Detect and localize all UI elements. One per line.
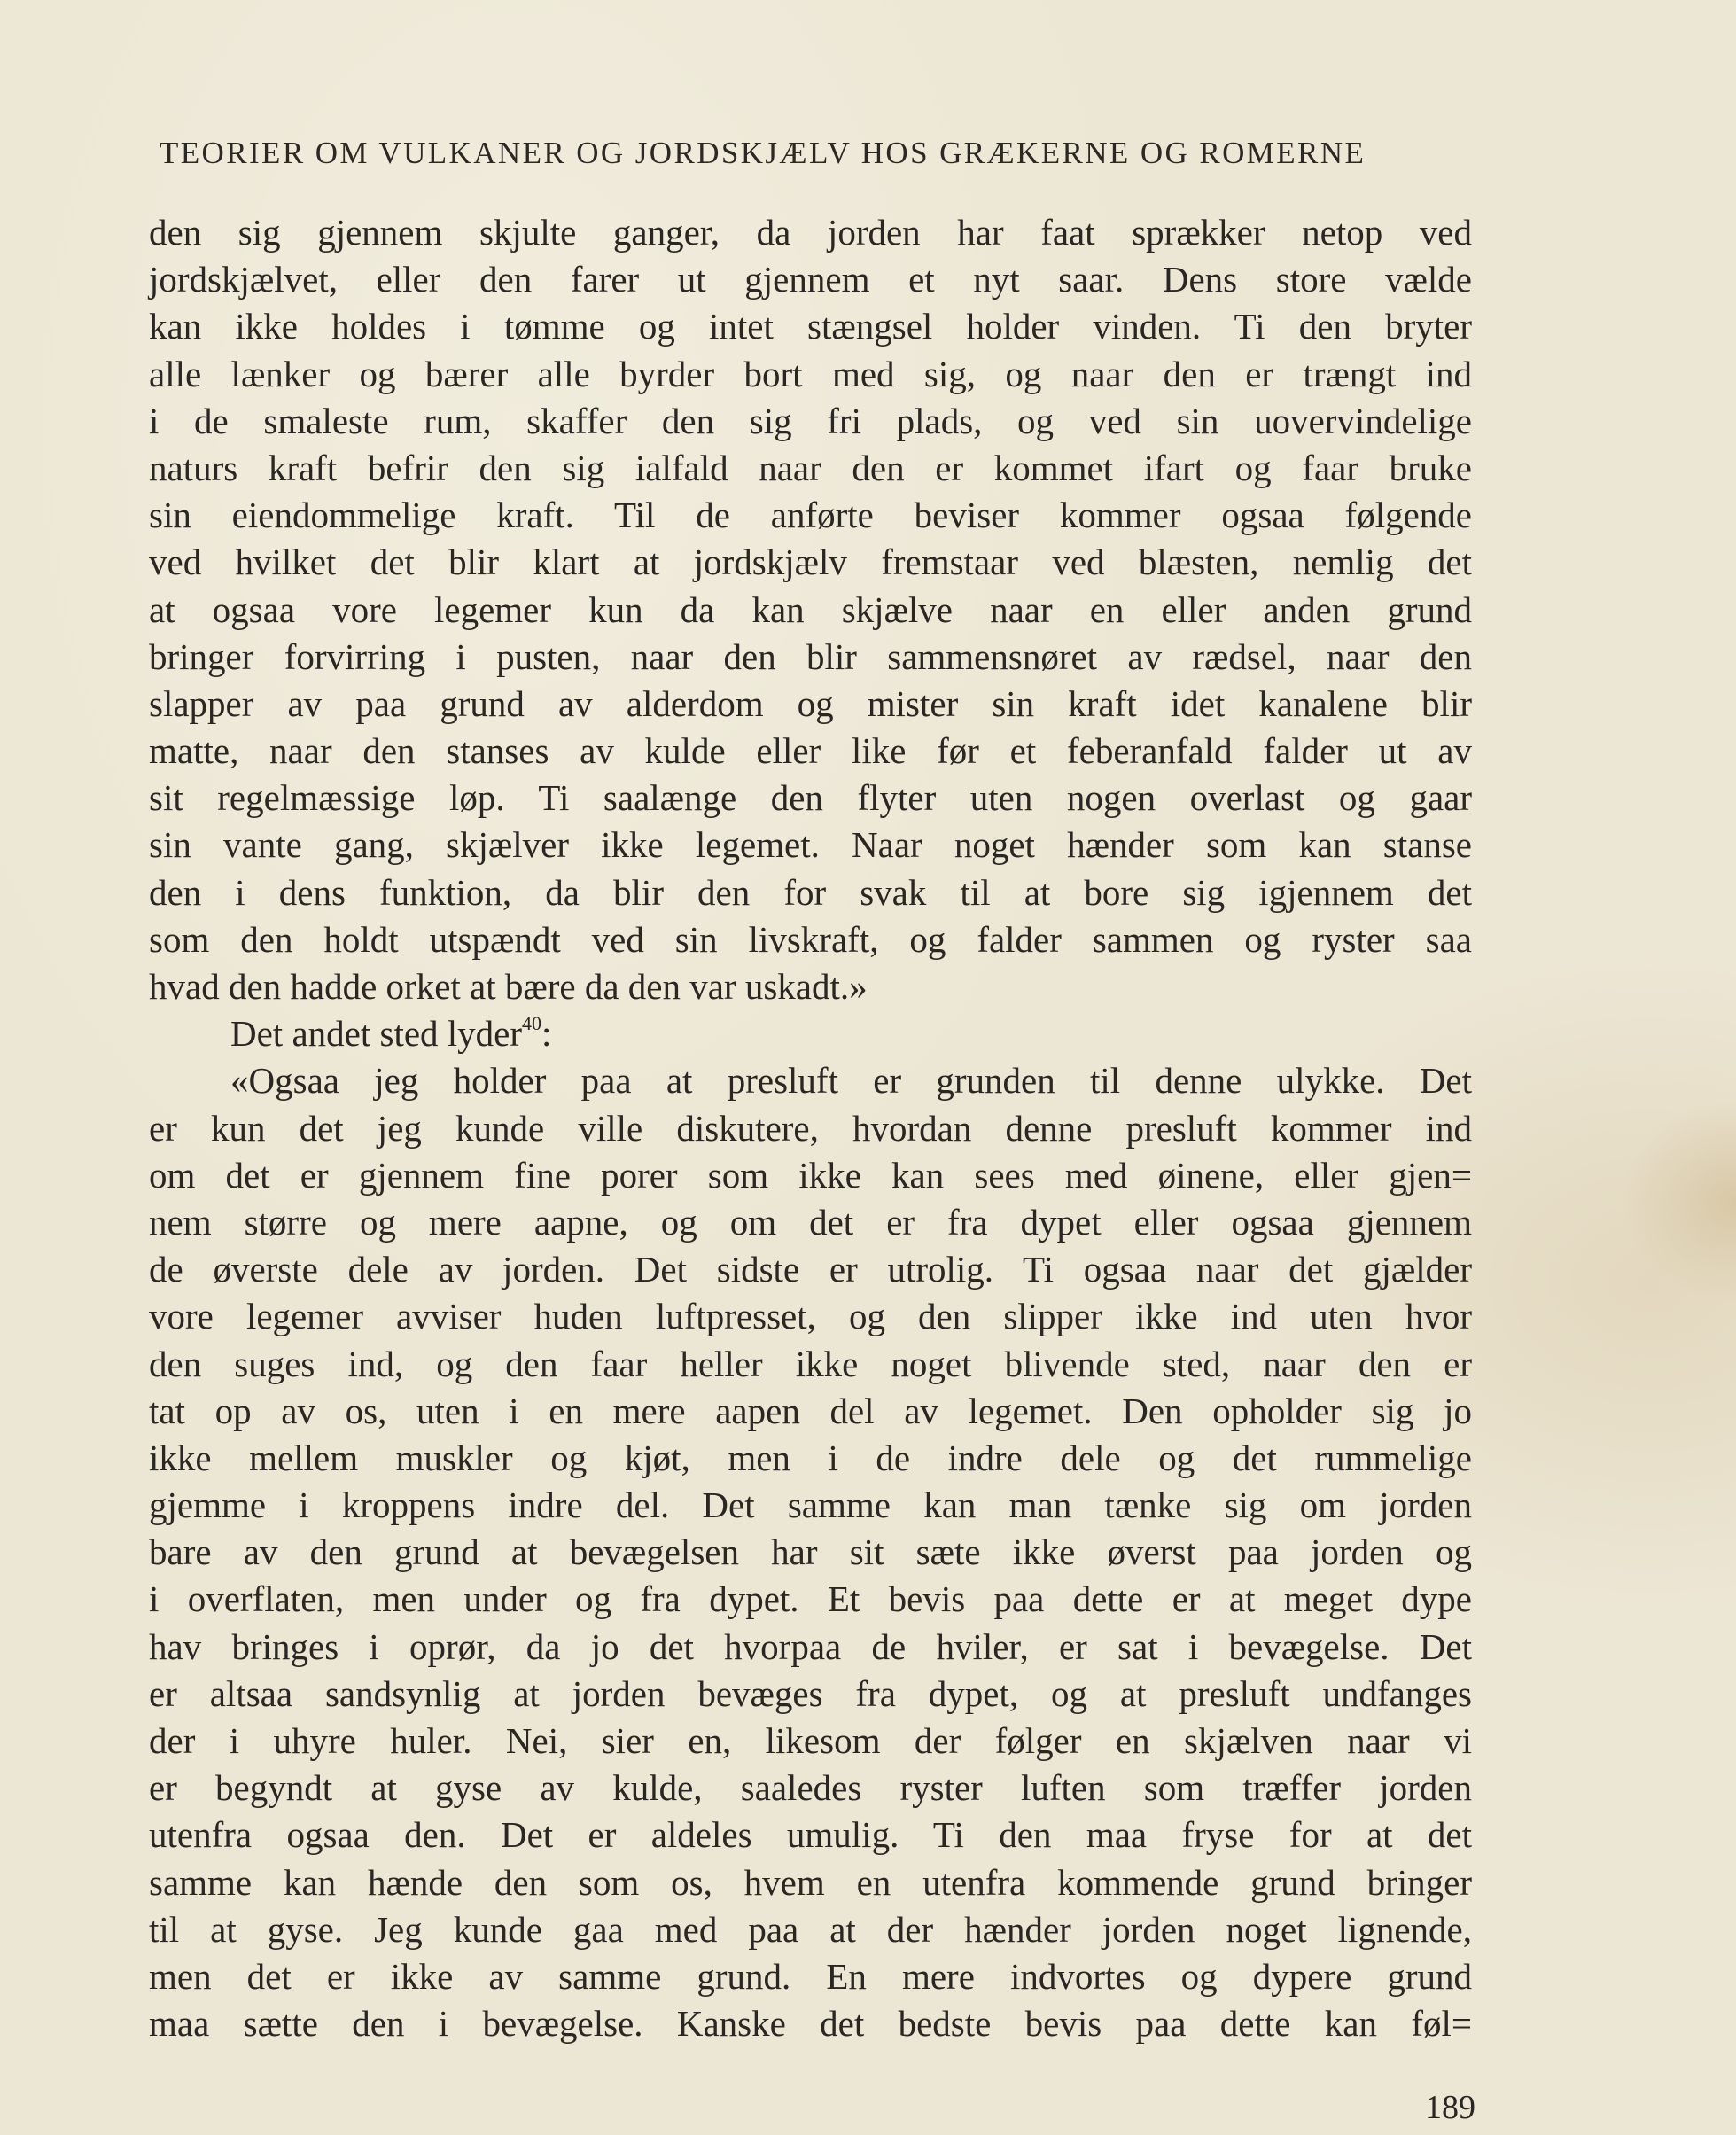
intro-colon: :	[541, 1013, 552, 1055]
text-line: bringer forvirring i pusten, naar den blir sammensnøret av rædsel, naar den	[149, 635, 1472, 677]
text-line: til at gyse. Jeg kunde gaa med paa at der hænder jorden noget lignende,	[149, 1908, 1472, 1950]
text-line: den suges ind, og den faar heller ikke noget blivende sted, naar den er	[149, 1343, 1472, 1384]
text-line: om det er gjennem fine porer som ikke kan sees med øinene, eller gjen=	[149, 1154, 1472, 1196]
text-line: sin vante gang, skjælver ikke legemet. Naar noget hænder som kan stanse	[149, 824, 1472, 866]
text-line: «Ogsaa jeg holder paa at presluft er grunden til denne ulykke. Det	[230, 1060, 1472, 1102]
text-line: de øverste dele av jorden. Det sidste er utrolig. Ti ogsaa naar det gjælder	[149, 1249, 1472, 1290]
intro-line	[149, 1010, 1472, 1057]
text-line: slapper av paa grund av alderdom og mister sin kraft idet kanalene blir	[149, 682, 1472, 724]
text-line: sit regelmæssige løp. Ti saalænge den flyter uten nogen overlast og gaar	[149, 777, 1472, 819]
text-line: naturs kraft befrir den sig ialfald naar den er kommet ifart og faar bruke	[149, 447, 1472, 488]
text-line: er altsaa sandsynlig at jorden bevæges fra dypet, og at presluft undfanges	[149, 1672, 1472, 1714]
paragraph-2	[149, 1057, 1472, 2047]
paragraph-1	[149, 209, 1472, 1010]
text-line: i overflaten, men under og fra dypet. Et bevis paa dette er at meget dype	[149, 1578, 1472, 1620]
body-text	[149, 209, 1472, 2047]
text-line: ikke mellem muskler og kjøt, men i de indre dele og det rummelige	[149, 1437, 1472, 1478]
text-line: at ogsaa vore legemer kun da kan skjælve naar en eller anden grund	[149, 588, 1472, 630]
text-line: samme kan hænde den som os, hvem en utenfra kommende grund bringer	[149, 1861, 1472, 1903]
text-line: alle lænker og bærer alle byrder bort med sig, og naar den er trængt ind	[149, 353, 1472, 394]
text-line: bare av den grund at bevægelsen har sit sæte ikke øverst paa jorden og	[149, 1531, 1472, 1573]
footnote-ref: 40	[522, 1012, 542, 1035]
intro-text: Det andet sted lyder	[230, 1013, 523, 1055]
text-line: som den holdt utspændt ved sin livskraft, og falder sammen og ryster saa	[149, 918, 1472, 960]
text-line: matte, naar den stanses av kulde eller like før et feberanfald falder ut av	[149, 730, 1472, 772]
text-line: utenfra ogsaa den. Det er aldeles umulig. Ti den maa fryse for at det	[149, 1814, 1472, 1856]
text-line: tat op av os, uten i en mere aapen del av legemet. Den opholder sig jo	[149, 1390, 1472, 1431]
text-line: sin eiendommelige kraft. Til de anførte beviser kommer ogsaa følgende	[149, 495, 1472, 536]
text-line: men det er ikke av samme grund. En mere indvortes og dypere grund	[149, 1955, 1472, 1997]
text-line: der i uhyre huler. Nei, sier en, likesom der følger en skjælven naar vi	[149, 1720, 1472, 1761]
text-line: ved hvilket det blir klart at jordskjælv fremstaar ved blæsten, nemlig det	[149, 542, 1472, 583]
text-line: hav bringes i oprør, da jo det hvorpaa de hviler, er sat i bevægelse. Det	[149, 1625, 1472, 1667]
text-line: gjemme i kroppens indre del. Det samme kan man tænke sig om jorden	[149, 1484, 1472, 1526]
text-line: er begyndt at gyse av kulde, saaledes ryster luften som træffer jorden	[149, 1767, 1472, 1809]
text-line: i de smaleste rum, skaffer den sig fri plads, og ved sin uovervindelige	[149, 400, 1472, 441]
text-line: er kun det jeg kunde ville diskutere, hvordan denne presluft kommer ind	[149, 1107, 1472, 1149]
text-line: maa sætte den i bevægelse. Kanske det bedste bevis paa dette kan føl=	[149, 2003, 1472, 2045]
text-line: den i dens funktion, da blir den for svak til at bore sig igjennem det	[149, 871, 1472, 913]
text-line: kan ikke holdes i tømme og intet stængsel holder vinden. Ti den bryter	[149, 306, 1472, 347]
page-number: 189	[1425, 2089, 1475, 2126]
water-stain	[1621, 1099, 1736, 1303]
text-line: jordskjælvet, eller den farer ut gjennem et nyt saar. Dens store vælde	[149, 259, 1472, 300]
running-head: TEORIER OM VULKANER OG JORDSKJÆLV HOS GRÆKERNE OG ROMERNE	[160, 136, 1366, 170]
text-line: nem større og mere aapne, og om det er fra dypet eller ogsaa gjennem	[149, 1201, 1472, 1243]
text-line: vore legemer avviser huden luftpresset, og den slipper ikke ind uten hvor	[149, 1296, 1472, 1337]
text-line: hvad den hadde orket at bære da den var uskadt.»	[149, 966, 868, 1007]
text-line: den sig gjennem skjulte ganger, da jorden har faat sprækker netop ved	[149, 212, 1472, 253]
